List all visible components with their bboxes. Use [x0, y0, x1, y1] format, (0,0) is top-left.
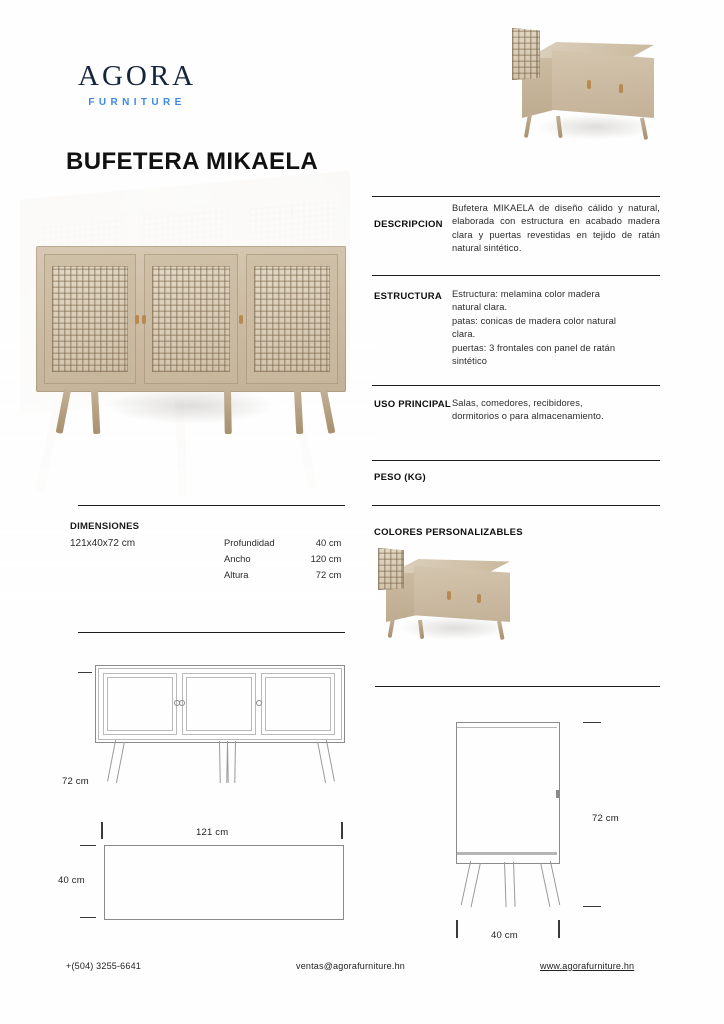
- technical-drawing-side: [456, 722, 566, 922]
- top-depth-label: 40 cm: [58, 875, 85, 886]
- dimension-value: 120 cm: [310, 553, 342, 564]
- technical-drawing-front: [95, 665, 345, 800]
- spec-label-estructura: ESTRUCTURA: [374, 291, 442, 302]
- top-width-tick-left: [101, 822, 103, 839]
- brand-logo: [78, 62, 196, 108]
- top-width-label: 121 cm: [196, 827, 229, 838]
- spec-divider-3: [372, 385, 660, 386]
- page-title: BUFETERA MIKAELA: [66, 148, 319, 175]
- uso-line-2: dormitorios o para almacenamiento.: [452, 411, 604, 422]
- dimension-name: Altura: [224, 569, 249, 580]
- spec-text-estructura: [452, 288, 664, 368]
- side-height-tick-top: [583, 722, 601, 723]
- table-row: [224, 552, 341, 566]
- dimension-name: Ancho: [224, 553, 251, 564]
- footer-phone[interactable]: +(504) 3255-6641: [66, 961, 142, 971]
- spec-label-colores: COLORES PERSONALIZABLES: [374, 527, 523, 538]
- top-width-tick-right: [341, 822, 343, 839]
- drawings-divider-right: [375, 686, 660, 687]
- table-row: [224, 536, 341, 550]
- dimension-name: Profundidad: [224, 537, 275, 548]
- footer-email[interactable]: ventas@agorafurniture.hn: [296, 961, 405, 971]
- footer-website[interactable]: www.agorafurniture.hn: [540, 961, 635, 971]
- spec-label-descripcion: DESCRIPCION: [374, 219, 443, 230]
- spec-divider-2: [372, 275, 660, 276]
- side-height-label: 72 cm: [592, 813, 619, 824]
- spec-divider-1: [372, 196, 660, 197]
- estructura-line-1: Estructura: melamina color madera: [452, 289, 600, 299]
- estructura-line-4: clara.: [452, 329, 476, 340]
- technical-drawing-top: [104, 845, 344, 920]
- side-depth-label: 40 cm: [491, 930, 518, 941]
- top-depth-tick-top: [80, 845, 96, 846]
- front-height-label: 72 cm: [62, 776, 89, 787]
- table-row: [224, 568, 341, 582]
- front-height-tick-top: [78, 672, 92, 673]
- product-photo-main: [36, 246, 346, 438]
- brand-tagline: FURNITURE: [88, 97, 186, 108]
- estructura-line-6: sintético: [452, 356, 488, 367]
- estructura-line-5: puertas: 3 frontales con panel de ratán: [452, 342, 616, 353]
- side-depth-tick-left: [456, 920, 458, 938]
- dimensions-summary: 121x40x72 cm: [70, 538, 136, 549]
- uso-line-1: Salas, comedores, recibidores,: [452, 398, 583, 408]
- brand-name: AGORA: [78, 60, 197, 92]
- spec-text-uso-principal: [452, 397, 664, 424]
- dimensions-table: [222, 534, 343, 584]
- product-photo-angled-top: [512, 28, 672, 143]
- estructura-line-2: natural clara.: [452, 302, 508, 313]
- spec-label-uso-principal: USO PRINCIPAL: [374, 399, 451, 410]
- side-depth-tick-right: [558, 920, 560, 938]
- spec-divider-5: [372, 505, 660, 506]
- dimensions-divider-bottom: [78, 632, 345, 633]
- dimension-value: 40 cm: [315, 537, 342, 548]
- estructura-line-3: patas: conicas de madera color natural: [452, 315, 617, 326]
- spec-text-descripcion: Bufetera MIKAELA de diseño cálido y natural, elaborada con estructura en acabado madera clara y puertas revestidas en tejido de ratán natural sintético.: [452, 203, 660, 254]
- side-height-tick-bottom: [583, 906, 601, 907]
- top-depth-tick-bottom: [80, 917, 96, 918]
- spec-divider-4: [372, 460, 660, 461]
- dimension-value: 72 cm: [315, 569, 342, 580]
- dimensions-divider-top: [78, 505, 345, 506]
- product-photo-color-swatch: [378, 548, 528, 640]
- dimensions-title: DIMENSIONES: [70, 521, 140, 532]
- spec-label-peso: PESO (KG): [374, 472, 426, 483]
